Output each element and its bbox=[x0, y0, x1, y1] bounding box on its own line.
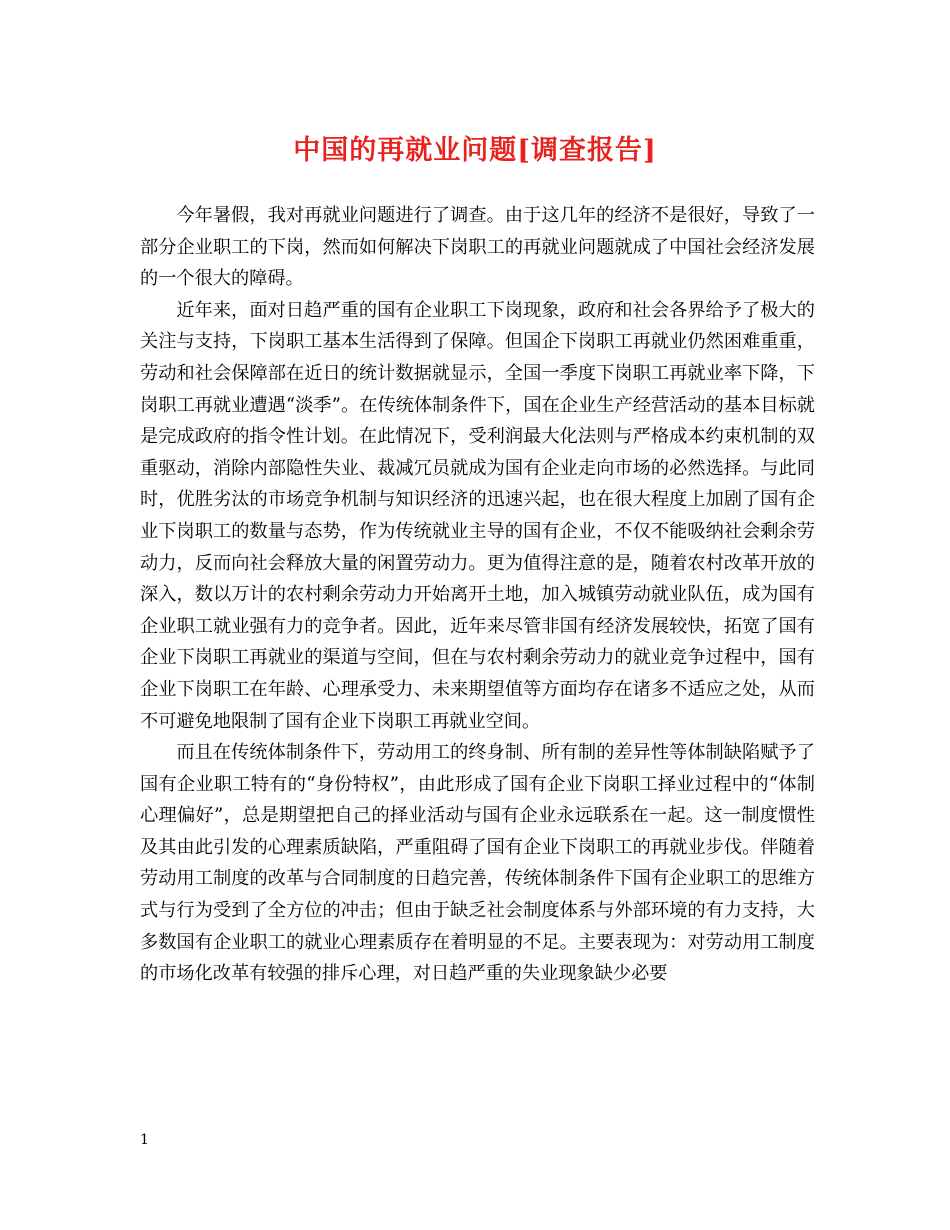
document-title: 中国的再就业问题[调查报告] bbox=[293, 135, 657, 166]
paragraph-3: 而且在传统体制条件下，劳动用工的终身制、所有制的差异性等体制缺陷赋予了国有企业职工特有的“身份特权”，由此形成了国有企业下岗职工择业过程中的“体制心理偏好”，总是期望把自己的择业活动与国有企业永远联系在一起。这一制度惯性及其由此引发的心理素质缺陷，严重阻碍了国有企业下岗职工的再就业步伐。伴随着劳动用工制度的改革与合同制度的日趋完善，传统体制条件下国有企业职工的思维方式与行为受到了全方位的冲击；但由于缺乏社会制度体系与外部环境的有力支持，大多数国有企业职工的就业心理素质存在着明显的不足。主要表现为：对劳动用工制度的市场化改革有较强的排斥心理，对日趋严重的失业现象缺少必要 bbox=[140, 742, 815, 985]
paragraph-1: 今年暑假，我对再就业问题进行了调查。由于这几年的经济不是很好，导致了一部分企业职工的下岗，然而如何解决下岗职工的再就业问题就成了中国社会经济发展的一个很大的障碍。 bbox=[140, 205, 815, 290]
document-body bbox=[140, 200, 815, 990]
paragraph-2: 近年来，面对日趋严重的国有企业职工下岗现象，政府和社会各界给予了极大的关注与支持，下岗职工基本生活得到了保障。但国企下岗职工再就业仍然困难重重，劳动和社会保障部在近日的统计数据就显示，全国一季度下岗职工再就业率下降，下岗职工再就业遭遇“淡季”。在传统体制条件下，国在企业生产经营活动的基本目标就是完成政府的指令性计划。在此情况下，受利润最大化法则与严格成本约束机制的双重驱动，消除内部隐性失业、裁减冗员就成为国有企业走向市场的必然选择。与此同时，优胜劣汰的市场竞争机制与知识经济的迅速兴起，也在很大程度上加剧了国有企业下岗职工的数量与态势，作为传统就业主导的国有企业，不仅不能吸纳社会剩余劳动力，反而向社会释放大量的闲置劳动力。更为值得注意的是，随着农村改革开放的深入，数以万计的农村剩余劳动力开始离开土地，加入城镇劳动就业队伍，成为国有企业职工就业强有力的竞争者。因此，近年来尽管非国有经济发展较快，拓宽了国有企业下岗职工再就业的渠道与空间，但在与农村剩余劳动力的就业竞争过程中，国有企业下岗职工在年龄、心理承受力、未来期望值等方面均存在诸多不适应之处，从而不可避免地限制了国有企业下岗职工再就业空间。 bbox=[140, 299, 815, 732]
page-number: 1 bbox=[140, 1132, 149, 1148]
